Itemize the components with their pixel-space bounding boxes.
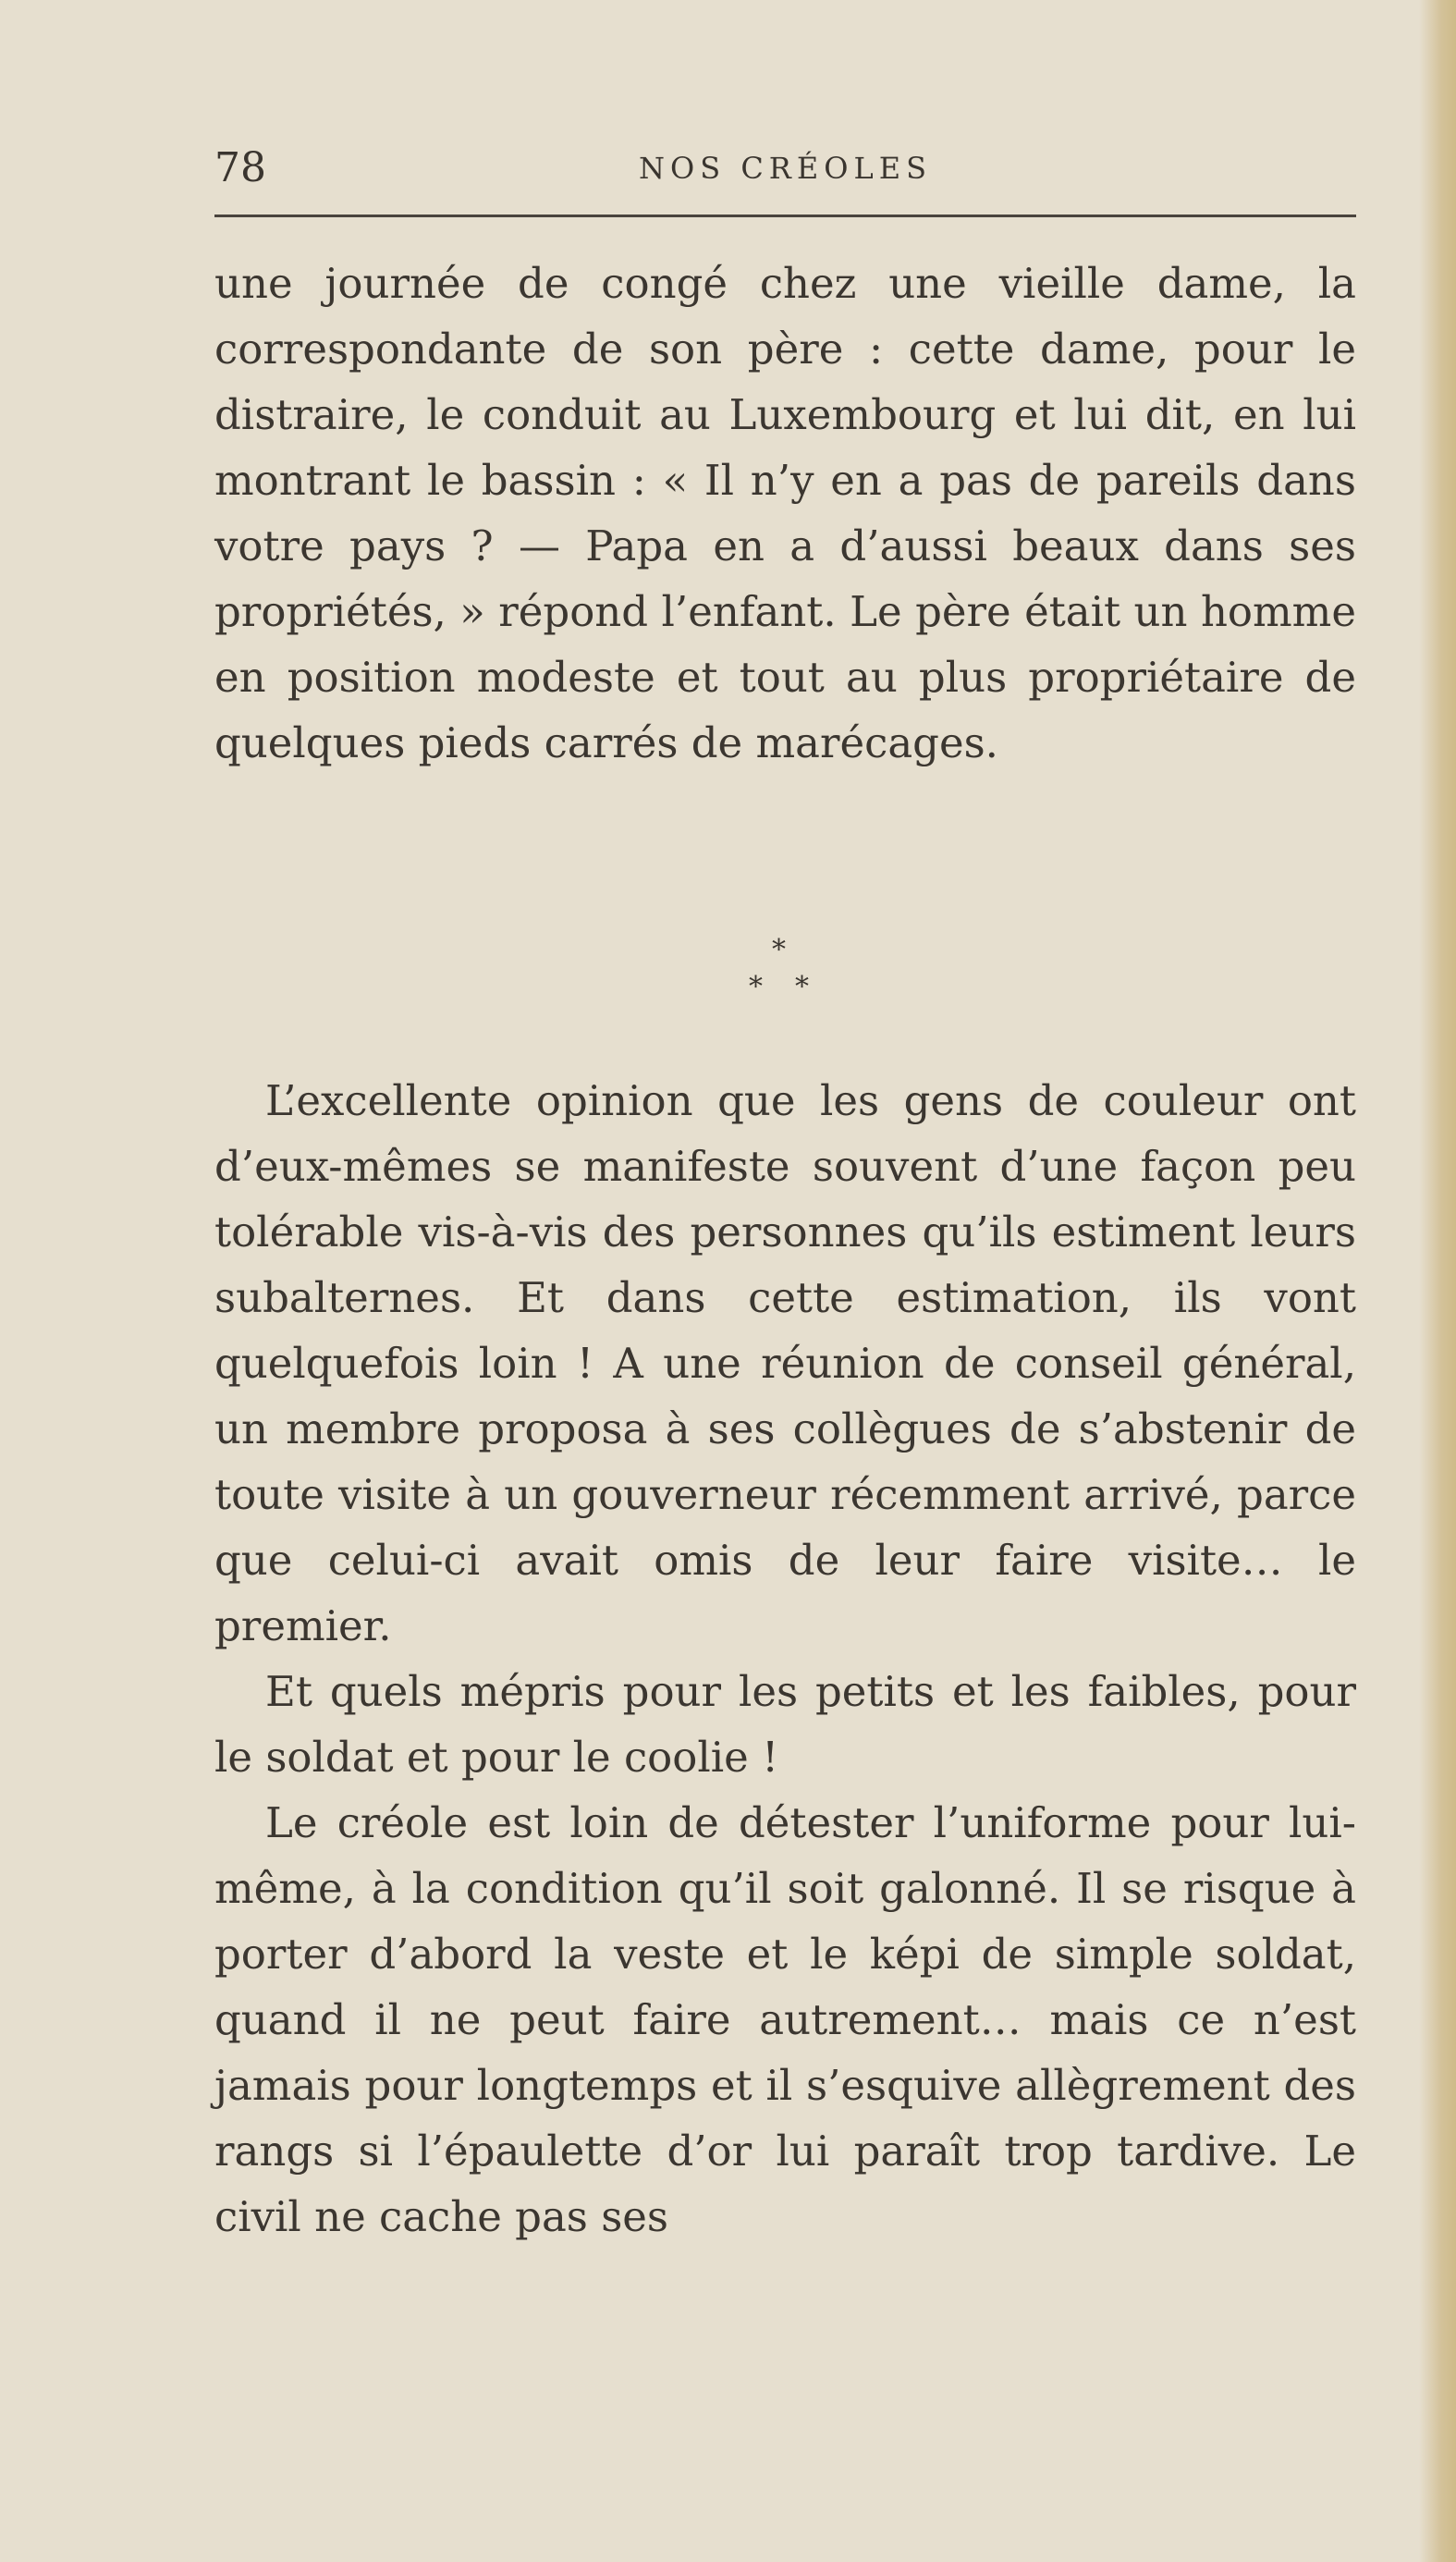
separator-star-icon: * <box>795 971 809 1003</box>
page-number: 78 <box>214 144 266 191</box>
text-block-bottom <box>214 1068 1356 2249</box>
separator-star-icon: * <box>772 934 786 966</box>
running-title: NOS CRÉOLES <box>638 151 933 186</box>
text-block-top <box>214 251 1356 776</box>
header-rule <box>214 215 1356 217</box>
section-separator <box>730 929 841 1022</box>
paragraph: Le créole est loin de détester l’uniforme pour lui-même, à la condition qu’il soit galonné. Il se risque à porter d’abord la veste et le képi de simple soldat, quand il ne peut faire autrement… mais ce n’est jamais pour longtemps et il s’esquive allègrement des rangs si l’épaulette d’or lui paraît trop tardive. Le civil ne cache pas ses <box>214 1798 1356 2241</box>
paragraph-continuation: une journée de congé chez une vieille dame, la correspondante de son père : cette dame, pour le distraire, le conduit au Luxembourg et lui dit, en lui montrant le bassin : « Il n’y en a pas de pareils dans votre pays ? — Papa en a d’aussi beaux dans ses propriétés, » répond l’enfant. Le père était un homme en position modeste et tout au plus propriétaire de quelques pieds carrés de marécages. <box>214 259 1356 767</box>
separator-star-icon: * <box>749 971 763 1003</box>
page-edge <box>1419 0 1456 2562</box>
page-header <box>214 141 1356 196</box>
paragraph: L’excellente opinion que les gens de couleur ont d’eux-mêmes se manifeste souvent d’une façon peu tolérable vis-à-vis des personnes qu’ils estiment leurs subalternes. Et dans cette estimation, ils vont quelquefois loin ! A une réunion de conseil général, un membre proposa à ses collègues de s’abstenir de toute visite à un gouverneur récemment arrivé, parce que celui-ci avait omis de leur faire visite… le premier. <box>214 1076 1356 1650</box>
paragraph: Et quels mépris pour les petits et les faibles, pour le soldat et pour le coolie ! <box>214 1667 1356 1782</box>
